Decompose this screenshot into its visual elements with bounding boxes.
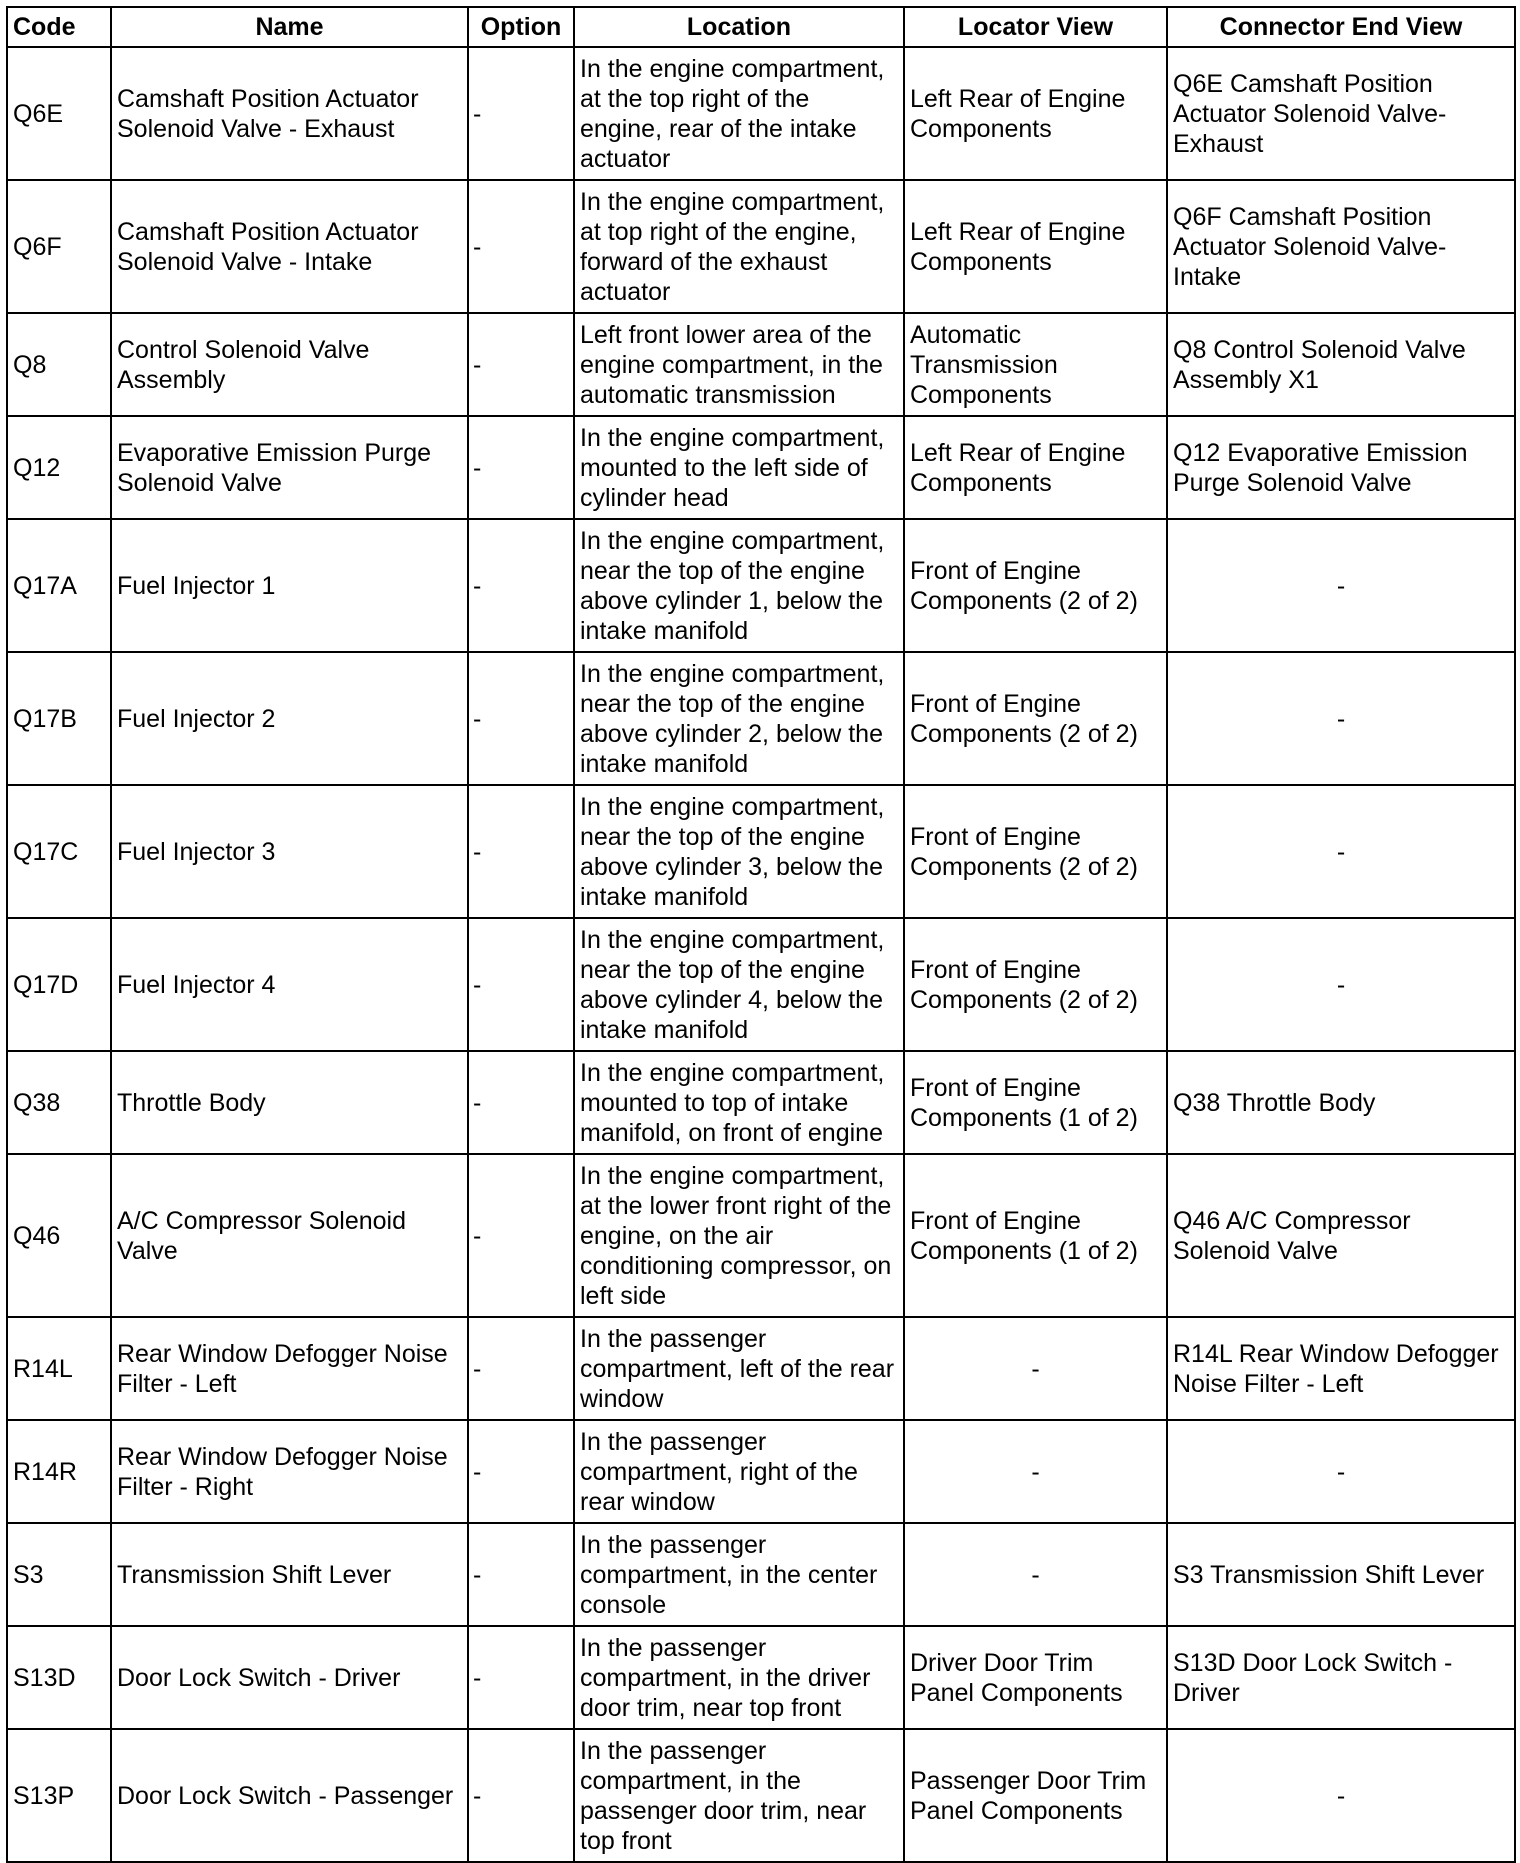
table-row <box>7 519 1515 652</box>
cell-name: Control Solenoid Valve Assembly <box>111 313 468 416</box>
header-code: Code <box>7 7 111 47</box>
cell-option: - <box>468 416 574 519</box>
cell-connector-end-view: - <box>1167 785 1515 918</box>
cell-location: In the engine compartment, near the top of the engine above cylinder 3, below the intake manifold <box>574 785 904 918</box>
table-row <box>7 313 1515 416</box>
cell-name: Fuel Injector 1 <box>111 519 468 652</box>
header-row <box>7 7 1515 47</box>
cell-name: Throttle Body <box>111 1051 468 1154</box>
cell-location: In the engine compartment, at the top right of the engine, rear of the intake actuator <box>574 47 904 180</box>
cell-location: In the engine compartment, near the top of the engine above cylinder 2, below the intake manifold <box>574 652 904 785</box>
cell-code: Q38 <box>7 1051 111 1154</box>
cell-connector-end-view: Q6E Camshaft Position Actuator Solenoid Valve- Exhaust <box>1167 47 1515 180</box>
table-row <box>7 1626 1515 1729</box>
table-row <box>7 918 1515 1051</box>
cell-connector-end-view: - <box>1167 519 1515 652</box>
cell-option: - <box>468 1729 574 1862</box>
cell-location: Left front lower area of the engine compartment, in the automatic transmission <box>574 313 904 416</box>
cell-name: Transmission Shift Lever <box>111 1523 468 1626</box>
cell-connector-end-view: - <box>1167 1729 1515 1862</box>
cell-code: R14L <box>7 1317 111 1420</box>
cell-name: Rear Window Defogger Noise Filter - Left <box>111 1317 468 1420</box>
cell-option: - <box>468 1051 574 1154</box>
cell-name: Rear Window Defogger Noise Filter - Right <box>111 1420 468 1523</box>
cell-locator-view: Front of Engine Components (2 of 2) <box>904 785 1167 918</box>
cell-location: In the passenger compartment, in the center console <box>574 1523 904 1626</box>
cell-name: Evaporative Emission Purge Solenoid Valve <box>111 416 468 519</box>
cell-location: In the engine compartment, at top right of the engine, forward of the exhaust actuator <box>574 180 904 313</box>
cell-locator-view: - <box>904 1420 1167 1523</box>
cell-code: S3 <box>7 1523 111 1626</box>
cell-code: Q17C <box>7 785 111 918</box>
cell-code: Q17B <box>7 652 111 785</box>
cell-location: In the engine compartment, mounted to top of intake manifold, on front of engine <box>574 1051 904 1154</box>
cell-option: - <box>468 180 574 313</box>
cell-connector-end-view: Q6F Camshaft Position Actuator Solenoid Valve- Intake <box>1167 180 1515 313</box>
cell-location: In the passenger compartment, in the driver door trim, near top front <box>574 1626 904 1729</box>
header-locator-view: Locator View <box>904 7 1167 47</box>
cell-connector-end-view: R14L Rear Window Defogger Noise Filter - Left <box>1167 1317 1515 1420</box>
cell-option: - <box>468 785 574 918</box>
table-body <box>7 47 1515 1862</box>
cell-option: - <box>468 1523 574 1626</box>
cell-locator-view: Front of Engine Components (2 of 2) <box>904 918 1167 1051</box>
table-row <box>7 1051 1515 1154</box>
cell-name: Fuel Injector 2 <box>111 652 468 785</box>
table-row <box>7 416 1515 519</box>
header-location: Location <box>574 7 904 47</box>
cell-locator-view: Front of Engine Components (2 of 2) <box>904 519 1167 652</box>
table-row <box>7 180 1515 313</box>
cell-option: - <box>468 313 574 416</box>
table-row <box>7 1729 1515 1862</box>
cell-option: - <box>468 47 574 180</box>
cell-code: S13P <box>7 1729 111 1862</box>
cell-connector-end-view: Q46 A/C Compressor Solenoid Valve <box>1167 1154 1515 1317</box>
cell-connector-end-view: - <box>1167 918 1515 1051</box>
cell-code: Q8 <box>7 313 111 416</box>
cell-location: In the passenger compartment, left of the rear window <box>574 1317 904 1420</box>
cell-locator-view: Front of Engine Components (1 of 2) <box>904 1051 1167 1154</box>
header-name: Name <box>111 7 468 47</box>
cell-code: Q12 <box>7 416 111 519</box>
header-option: Option <box>468 7 574 47</box>
cell-location: In the engine compartment, at the lower front right of the engine, on the air conditioning compressor, on left side <box>574 1154 904 1317</box>
cell-locator-view: Left Rear of Engine Components <box>904 47 1167 180</box>
component-locator-table <box>6 6 1516 1863</box>
cell-option: - <box>468 1626 574 1729</box>
cell-name: Door Lock Switch - Driver <box>111 1626 468 1729</box>
cell-option: - <box>468 1154 574 1317</box>
cell-locator-view: Passenger Door Trim Panel Components <box>904 1729 1167 1862</box>
component-locator-page <box>6 6 1514 1863</box>
cell-location: In the engine compartment, near the top of the engine above cylinder 1, below the intake manifold <box>574 519 904 652</box>
header-connector-end-view: Connector End View <box>1167 7 1515 47</box>
table-row <box>7 1317 1515 1420</box>
cell-locator-view: Driver Door Trim Panel Components <box>904 1626 1167 1729</box>
cell-locator-view: Front of Engine Components (2 of 2) <box>904 652 1167 785</box>
cell-connector-end-view: - <box>1167 652 1515 785</box>
cell-name: Fuel Injector 4 <box>111 918 468 1051</box>
cell-code: R14R <box>7 1420 111 1523</box>
cell-code: Q46 <box>7 1154 111 1317</box>
cell-locator-view: Left Rear of Engine Components <box>904 180 1167 313</box>
table-row <box>7 1523 1515 1626</box>
cell-location: In the passenger compartment, right of the rear window <box>574 1420 904 1523</box>
cell-name: A/C Compressor Solenoid Valve <box>111 1154 468 1317</box>
cell-option: - <box>468 1420 574 1523</box>
cell-option: - <box>468 1317 574 1420</box>
cell-code: Q17A <box>7 519 111 652</box>
table-row <box>7 652 1515 785</box>
cell-name: Camshaft Position Actuator Solenoid Valve - Intake <box>111 180 468 313</box>
cell-code: Q17D <box>7 918 111 1051</box>
cell-location: In the passenger compartment, in the passenger door trim, near top front <box>574 1729 904 1862</box>
cell-code: Q6E <box>7 47 111 180</box>
cell-locator-view: - <box>904 1523 1167 1626</box>
cell-connector-end-view: Q12 Evaporative Emission Purge Solenoid Valve <box>1167 416 1515 519</box>
cell-connector-end-view: S13D Door Lock Switch - Driver <box>1167 1626 1515 1729</box>
cell-connector-end-view: Q8 Control Solenoid Valve Assembly X1 <box>1167 313 1515 416</box>
cell-connector-end-view: Q38 Throttle Body <box>1167 1051 1515 1154</box>
cell-option: - <box>468 918 574 1051</box>
cell-code: S13D <box>7 1626 111 1729</box>
cell-name: Camshaft Position Actuator Solenoid Valve - Exhaust <box>111 47 468 180</box>
cell-connector-end-view: S3 Transmission Shift Lever <box>1167 1523 1515 1626</box>
cell-location: In the engine compartment, mounted to the left side of cylinder head <box>574 416 904 519</box>
cell-locator-view: Front of Engine Components (1 of 2) <box>904 1154 1167 1317</box>
cell-locator-view: - <box>904 1317 1167 1420</box>
cell-code: Q6F <box>7 180 111 313</box>
cell-connector-end-view: - <box>1167 1420 1515 1523</box>
cell-option: - <box>468 519 574 652</box>
table-row <box>7 1420 1515 1523</box>
cell-option: - <box>468 652 574 785</box>
table-row <box>7 1154 1515 1317</box>
cell-locator-view: Left Rear of Engine Components <box>904 416 1167 519</box>
cell-name: Fuel Injector 3 <box>111 785 468 918</box>
table-row <box>7 47 1515 180</box>
cell-location: In the engine compartment, near the top of the engine above cylinder 4, below the intake manifold <box>574 918 904 1051</box>
cell-locator-view: Automatic Transmission Components <box>904 313 1167 416</box>
table-row <box>7 785 1515 918</box>
cell-name: Door Lock Switch - Passenger <box>111 1729 468 1862</box>
table-header <box>7 7 1515 47</box>
